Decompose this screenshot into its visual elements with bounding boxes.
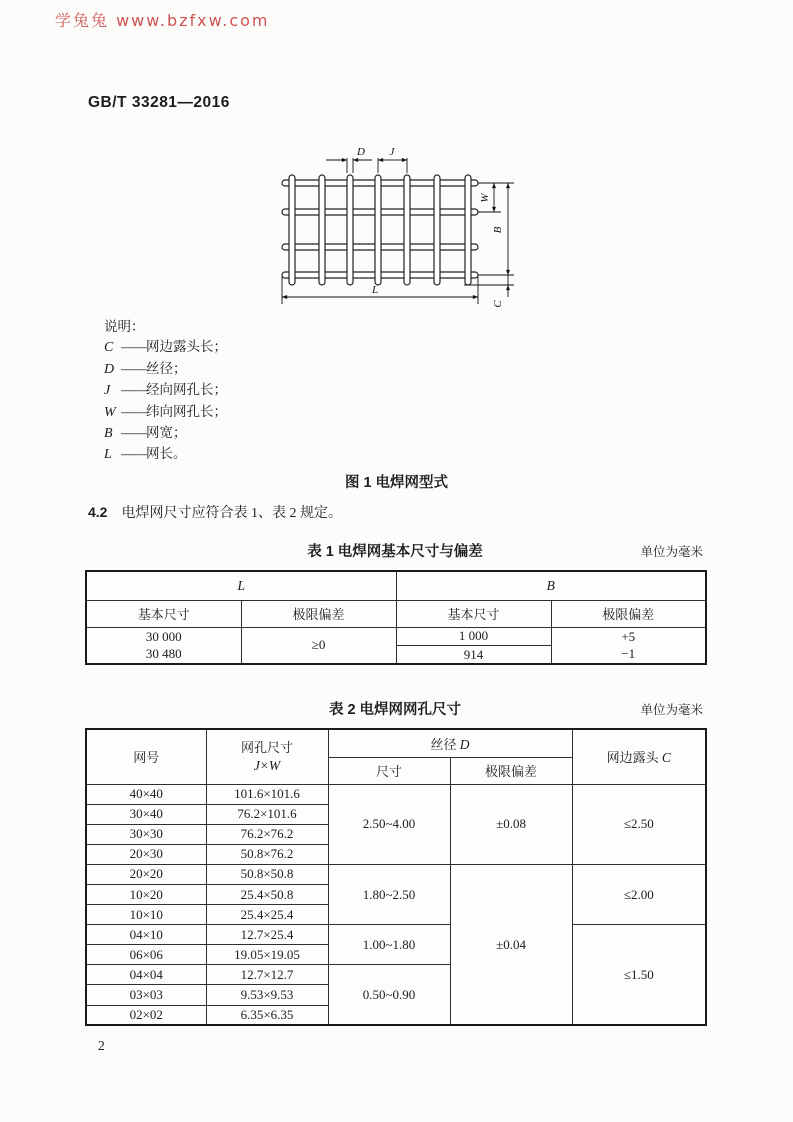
table1-caption-bar: [85, 540, 705, 560]
dim-label-c: C: [492, 300, 504, 308]
aperture-cell: 6.35×6.35: [206, 1005, 328, 1025]
mesh-no-cell: 20×20: [86, 864, 206, 884]
edge-group: ≤2.50: [572, 784, 706, 864]
table2-header-wire-dia: [328, 729, 572, 757]
legend-dash: ——: [121, 339, 146, 355]
dim-label-w: W: [479, 193, 491, 203]
legend-symbol: D: [104, 361, 115, 377]
legend-desc: 丝径；: [146, 360, 187, 376]
table1-cell-l-basic: [86, 627, 241, 664]
legend-item: [104, 337, 227, 358]
tolerance-group: ±0.04: [450, 864, 572, 1025]
table2-caption-bar: [85, 698, 705, 718]
wire-size-group: 1.00~1.80: [328, 925, 450, 965]
site-watermark: 学兔兔 www.bzfxw.com: [55, 11, 270, 30]
doc-number: GB/T 33281—2016: [88, 94, 230, 111]
table1-group-b: B: [396, 571, 706, 600]
legend-dash: ——: [121, 446, 146, 462]
mesh-no-cell: 02×02: [86, 1005, 206, 1025]
clause-text: 电焊网尺寸应符合表 1、表 2 规定。: [121, 506, 342, 521]
edge-symbol: C: [661, 750, 671, 766]
aperture-cell: 101.6×101.6: [206, 784, 328, 804]
legend-desc: 网边露头长；: [146, 339, 227, 355]
legend-desc: 纬向网孔长；: [146, 403, 227, 419]
legend-symbol: W: [104, 404, 116, 420]
legend-symbol: J: [104, 383, 111, 399]
b-tolerance-minus: −1: [621, 646, 636, 662]
mesh-no-cell: 30×30: [86, 824, 206, 844]
aperture-cell: 25.4×25.4: [206, 905, 328, 925]
l-basic-value: 30 480: [145, 646, 182, 662]
welded-mesh-diagram: [268, 136, 532, 320]
figure-caption: 图 1 电焊网型式: [344, 475, 449, 491]
mesh-no-cell: 10×20: [86, 884, 206, 904]
edge-group: ≤1.50: [572, 925, 706, 1025]
table2-header-size: 尺寸: [328, 757, 450, 784]
legend-item: [104, 359, 227, 380]
wire-dia-symbol: D: [459, 736, 470, 752]
table2-header-tolerance: 极限偏差: [450, 757, 572, 784]
edge-group: ≤2.00: [572, 864, 706, 924]
table1-basic-dimensions: [85, 570, 707, 665]
table1-caption: 表 1 电焊网基本尺寸与偏差: [307, 544, 483, 560]
mesh-no-cell: 20×30: [86, 844, 206, 864]
aperture-cell: 19.05×19.05: [206, 945, 328, 965]
aperture-cell: 12.7×25.4: [206, 925, 328, 945]
table1-cell-l-tolerance: ≥0: [241, 627, 396, 664]
table2-unit-note: 单位为毫米: [640, 703, 703, 717]
legend-item: [104, 444, 227, 465]
clause-4-2: [88, 502, 342, 522]
legend-item: [104, 402, 227, 423]
table2-caption: 表 2 电焊网网孔尺寸: [328, 702, 462, 718]
legend-symbol: C: [104, 340, 114, 356]
vertical-wires: [289, 175, 471, 285]
dim-label-j: J: [389, 146, 395, 158]
table2-header-edge: [572, 729, 706, 784]
wire-size-group: 1.80~2.50: [328, 864, 450, 924]
aperture-cell: 76.2×101.6: [206, 804, 328, 824]
aperture-cell: 9.53×9.53: [206, 985, 328, 1005]
legend-desc: 网宽；: [146, 425, 187, 441]
legend-item: [104, 423, 227, 444]
table2-header-mesh-no: 网号: [86, 729, 206, 784]
table2-header-aperture: [206, 729, 328, 784]
legend-item: [104, 380, 227, 401]
table1-cell-b-tolerance: [551, 627, 706, 664]
legend-desc: 经向网孔长；: [146, 382, 227, 398]
legend-dash: ——: [121, 382, 146, 398]
dim-label-d: D: [357, 146, 365, 158]
mesh-no-cell: 06×06: [86, 945, 206, 965]
aperture-cell: 12.7×12.7: [206, 965, 328, 985]
table1-header-tol-b: 极限偏差: [551, 600, 706, 627]
legend-dash: ——: [121, 403, 146, 419]
b-tolerance-plus: +5: [621, 628, 636, 644]
table1-header-basic-b: 基本尺寸: [396, 600, 551, 627]
edge-label: 网边露头: [606, 750, 662, 766]
legend-dash: ——: [121, 425, 146, 441]
aperture-header-line1: 网孔尺寸: [240, 740, 293, 756]
table1-group-l: L: [86, 571, 396, 600]
clause-number: 4.2: [88, 504, 108, 520]
aperture-cell: 50.8×50.8: [206, 864, 328, 884]
aperture-cell: 25.4×50.8: [206, 884, 328, 904]
l-basic-value: 30 000: [145, 628, 182, 644]
figure-legend: [104, 317, 227, 466]
table2-aperture-sizes: [85, 728, 707, 1026]
legend-desc: 网长。: [146, 446, 187, 462]
legend-title: 说明：: [104, 319, 145, 334]
table1-cell-b-basic-2: 914: [396, 646, 551, 665]
tolerance-group: ±0.08: [450, 784, 572, 864]
mesh-no-cell: 30×40: [86, 804, 206, 824]
mesh-no-cell: 40×40: [86, 784, 206, 804]
table1-header-tol-l: 极限偏差: [241, 600, 396, 627]
legend-symbol: B: [104, 426, 113, 442]
mesh-no-cell: 10×10: [86, 905, 206, 925]
aperture-header-line2: J×W: [253, 757, 281, 773]
dimension-D: [326, 158, 372, 173]
dim-label-b: B: [492, 226, 504, 234]
legend-symbol: L: [104, 447, 112, 463]
legend-dash: ——: [121, 360, 146, 376]
dimension-J: [378, 158, 407, 173]
page-number: 2: [98, 1038, 105, 1053]
table1-unit-note: 单位为毫米: [640, 545, 703, 559]
wire-size-group: 0.50~0.90: [328, 965, 450, 1025]
dim-label-l: L: [371, 284, 379, 296]
mesh-no-cell: 04×04: [86, 965, 206, 985]
wire-dia-label: 丝径: [430, 736, 460, 752]
aperture-cell: 50.8×76.2: [206, 844, 328, 864]
table1-cell-b-basic-1: 1 000: [396, 627, 551, 646]
wire-size-group: 2.50~4.00: [328, 784, 450, 864]
mesh-no-cell: 03×03: [86, 985, 206, 1005]
table1-header-basic-l: 基本尺寸: [86, 600, 241, 627]
aperture-cell: 76.2×76.2: [206, 824, 328, 844]
mesh-no-cell: 04×10: [86, 925, 206, 945]
